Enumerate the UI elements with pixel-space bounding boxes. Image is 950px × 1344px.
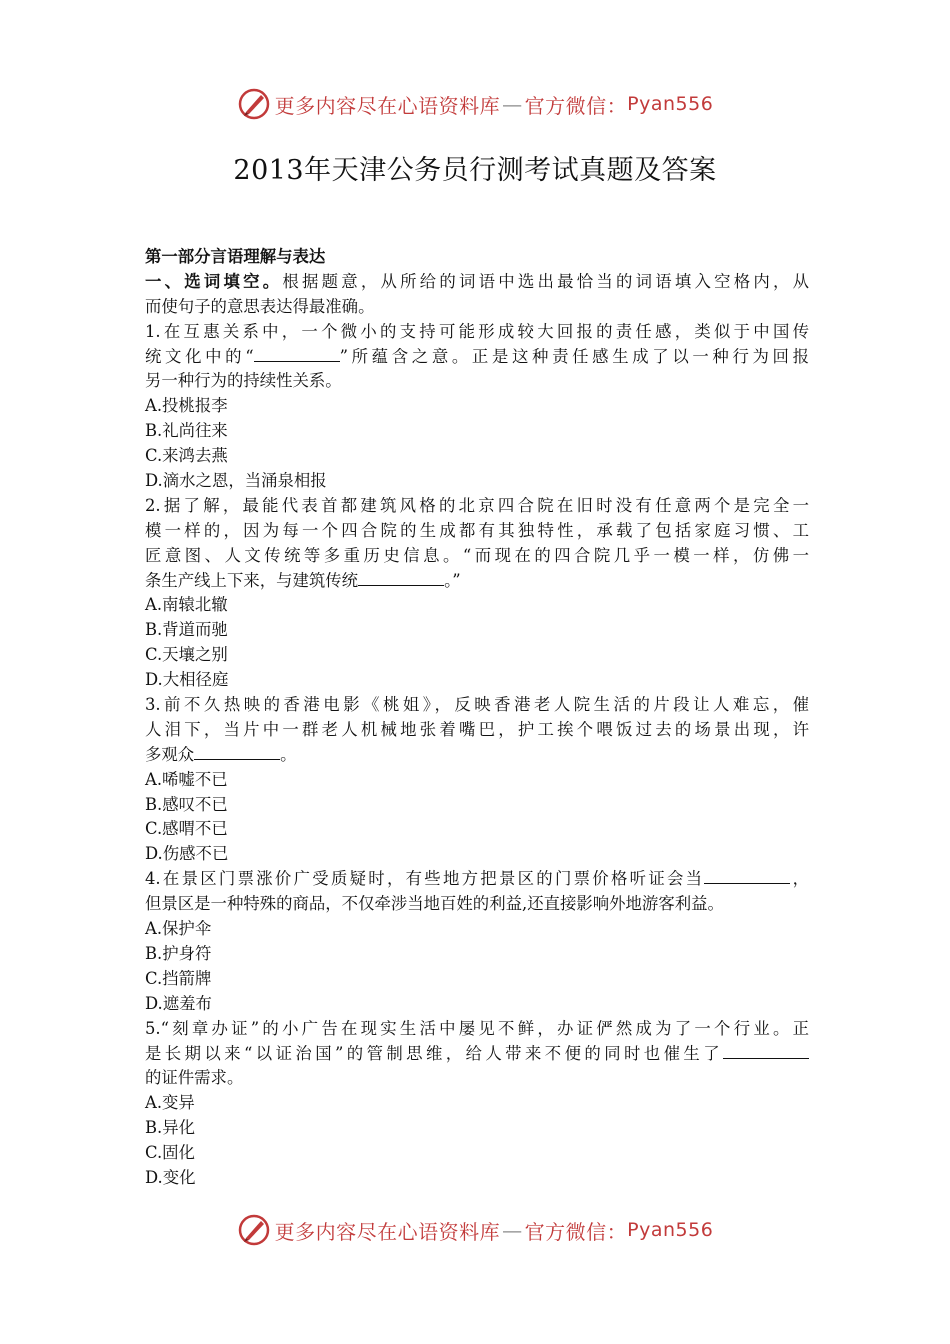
question-text: 条生产线上下来，与建筑传统 <box>145 570 359 590</box>
answer-blank <box>194 743 280 760</box>
question-line <box>145 867 809 892</box>
option-item: B.护身符 <box>145 943 212 963</box>
document-body <box>145 245 809 1191</box>
footer-banner <box>0 1210 950 1250</box>
question-line: 但景区是一种特殊的商品，不仅牵涉当地百姓的利益,还直接影响外地游客利益。 <box>145 894 724 914</box>
instruction-line: 而使句子的意思表达得最准确。 <box>145 296 375 316</box>
question-text: 。” <box>444 570 461 590</box>
question-text: 4.在景区门票涨价广受质疑时，有些地方把景区的门票价格听证会当 <box>145 869 705 889</box>
pen-logo-icon <box>237 87 271 121</box>
banner-wechat-id: Pyan556 <box>627 93 714 115</box>
option-item: D.大相径庭 <box>145 670 229 690</box>
option-item: B.背道而驰 <box>145 620 228 640</box>
question-line: 另一种行为的持续性关系。 <box>145 371 342 391</box>
option-item: D.滴水之恩，当涌泉相报 <box>145 471 327 491</box>
question-line: 的证件需求。 <box>145 1068 244 1088</box>
answer-blank <box>704 867 790 884</box>
answer-blank <box>723 1042 809 1059</box>
option-item: A.保护伞 <box>145 919 212 939</box>
banner-wechat-label: 官方微信： <box>524 93 628 118</box>
banner-wechat-id: Pyan556 <box>627 1219 714 1241</box>
instruction-text: 根据题意，从所给的词语中选出最恰当的词语填入空格内，从 <box>282 271 810 291</box>
question-line: 匠意图、人文传统等多重历史信息。“而现在的四合院几乎一模一样，仿佛一 <box>145 545 809 565</box>
question-line <box>145 569 809 594</box>
header-banner <box>0 84 950 124</box>
question-text: 统文化中的“ <box>145 346 254 366</box>
section-heading: 第一部分言语理解与表达 <box>145 247 326 266</box>
banner-wechat-label: 官方微信： <box>524 1219 628 1244</box>
option-item: B.异化 <box>145 1118 196 1138</box>
question-line <box>145 743 809 768</box>
option-item: D.变化 <box>145 1167 196 1187</box>
option-item: A.南辕北辙 <box>145 595 228 615</box>
option-item: A.投桃报李 <box>145 396 228 416</box>
banner-separator: — <box>502 1218 523 1242</box>
question-text: 是长期以来“以证治国”的管制思维，给人带来不便的同时也催生了 <box>145 1043 723 1063</box>
instruction-label: 一、选词填空。 <box>145 271 283 291</box>
question-line <box>145 1042 809 1067</box>
pen-logo-icon <box>237 1213 271 1247</box>
question-text: 多观众 <box>145 744 195 764</box>
option-item: C.挡箭牌 <box>145 968 212 988</box>
option-item: B.感叹不已 <box>145 794 228 814</box>
question-line: 2.据了解，最能代表首都建筑风格的北京四合院在旧时没有任意两个是完全一 <box>145 495 809 515</box>
option-item: A.变异 <box>145 1093 195 1113</box>
option-item: D.遮羞布 <box>145 993 212 1013</box>
option-item: A.唏嘘不已 <box>145 769 228 789</box>
question-line: 模一样的，因为每一个四合院的生成都有其独特性，承载了包括家庭习惯、工 <box>145 520 809 540</box>
instruction-line <box>145 270 809 295</box>
option-item: C.来鸿去燕 <box>145 446 228 466</box>
answer-blank <box>254 345 340 362</box>
banner-text: 更多内容尽在心语资料库 <box>274 1219 501 1244</box>
question-line <box>145 345 809 370</box>
banner-separator: — <box>502 92 523 116</box>
question-text: 。 <box>280 744 297 764</box>
banner-text: 更多内容尽在心语资料库 <box>274 93 501 118</box>
option-item: C.固化 <box>145 1143 195 1163</box>
option-item: D.伤感不已 <box>145 844 229 864</box>
option-item: C.感喟不已 <box>145 819 228 839</box>
option-item: C.天壤之别 <box>145 645 228 665</box>
question-text: ”所蕴含之意。正是这种责任感生成了以一种行为回报 <box>339 346 809 366</box>
question-line: 人泪下，当片中一群老人机械地张着嘴巴，护工挨个喂饭过去的场景出现，许 <box>145 719 809 739</box>
question-line: 3.前不久热映的香港电影《桃姐》，反映香港老人院生活的片段让人难忘，催 <box>145 695 809 715</box>
question-line: 1.在互惠关系中，一个微小的支持可能形成较大回报的责任感，类似于中国传 <box>145 321 809 341</box>
answer-blank <box>358 569 444 586</box>
question-text: ， <box>790 869 809 889</box>
question-line: 5.“刻章办证”的小广告在现实生活中屡见不鲜，办证俨然成为了一个行业。正 <box>145 1018 809 1038</box>
document-title: 2013年天津公务员行测考试真题及答案 <box>233 155 717 186</box>
option-item: B.礼尚往来 <box>145 421 228 441</box>
